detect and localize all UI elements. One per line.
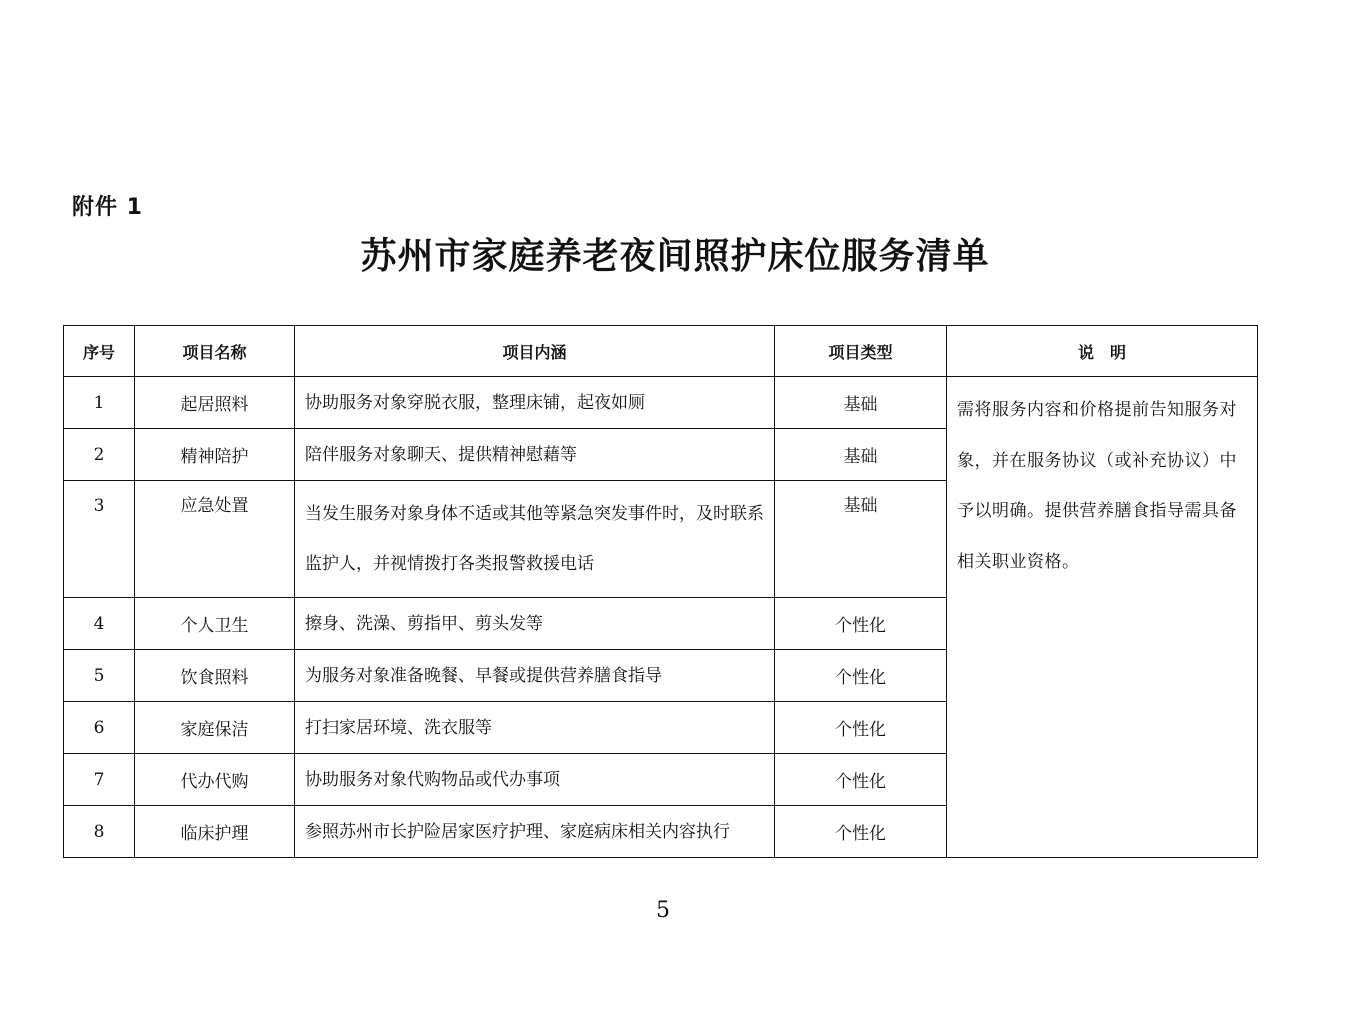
row-content: 参照苏州市长护险居家医疗护理、家庭病床相关内容执行 [295, 806, 775, 858]
attachment-label: 附件 1 [72, 195, 143, 220]
row-name: 个人卫生 [135, 598, 295, 650]
row-type: 个性化 [775, 598, 947, 650]
row-name: 临床护理 [135, 806, 295, 858]
row-content: 当发生服务对象身体不适或其他等紧急突发事件时，及时联系监护人，并视情拨打各类报警救援电话 [295, 481, 775, 598]
row-name: 应急处置 [135, 481, 295, 598]
header-name: 项目名称 [135, 326, 295, 377]
row-name: 代办代购 [135, 754, 295, 806]
document-title: 苏州市家庭养老夜间照护床位服务清单 [360, 236, 990, 277]
row-content: 擦身、洗澡、剪指甲、剪头发等 [295, 598, 775, 650]
row-no: 3 [64, 481, 135, 598]
row-no: 2 [64, 429, 135, 481]
row-type: 个性化 [775, 754, 947, 806]
row-name: 精神陪护 [135, 429, 295, 481]
table-header-row [64, 326, 1258, 377]
row-type: 个性化 [775, 702, 947, 754]
note-cell: 需将服务内容和价格提前告知服务对象，并在服务协议（或补充协议）中予以明确。提供营养膳食指导需具备相关职业资格。 [947, 377, 1258, 858]
row-type: 基础 [775, 481, 947, 598]
row-content: 打扫家居环境、洗衣服等 [295, 702, 775, 754]
page-number: 5 [656, 898, 670, 923]
header-note: 说 明 [947, 326, 1258, 377]
row-name: 饮食照料 [135, 650, 295, 702]
row-no: 6 [64, 702, 135, 754]
row-content: 陪伴服务对象聊天、提供精神慰藉等 [295, 429, 775, 481]
row-no: 1 [64, 377, 135, 429]
row-name: 家庭保洁 [135, 702, 295, 754]
service-table [63, 325, 1258, 858]
row-no: 7 [64, 754, 135, 806]
row-content: 协助服务对象穿脱衣服，整理床铺，起夜如厕 [295, 377, 775, 429]
table-row [64, 377, 1258, 429]
row-name: 起居照料 [135, 377, 295, 429]
row-content: 协助服务对象代购物品或代办事项 [295, 754, 775, 806]
row-no: 4 [64, 598, 135, 650]
row-type: 个性化 [775, 806, 947, 858]
row-no: 8 [64, 806, 135, 858]
row-type: 基础 [775, 429, 947, 481]
header-no: 序号 [64, 326, 135, 377]
header-content: 项目内涵 [295, 326, 775, 377]
row-content: 为服务对象准备晚餐、早餐或提供营养膳食指导 [295, 650, 775, 702]
header-type: 项目类型 [775, 326, 947, 377]
row-type: 基础 [775, 377, 947, 429]
row-no: 5 [64, 650, 135, 702]
row-type: 个性化 [775, 650, 947, 702]
